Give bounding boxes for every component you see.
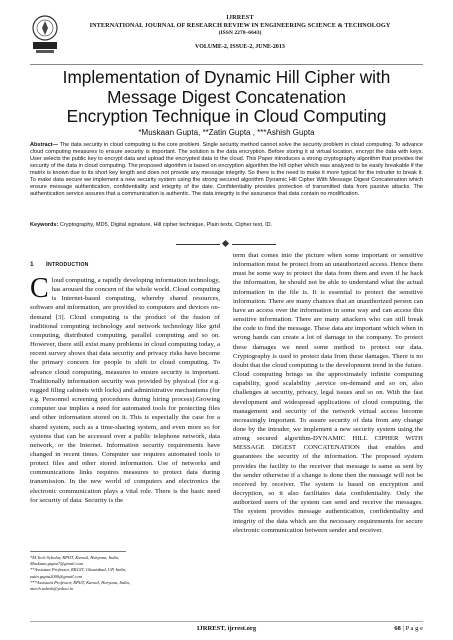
abstract: [30, 142, 423, 198]
body-left-text: loud computing, a rapidly developing information technology, has aroused the concern of the whole world. Cloud computing is Internet-based computing, whereby shared resources, software and information, are provided to computers and devices on-demand [3]. Cloud computing is the product of the fusion of traditional computing technology and network technology like grid computing, distributed computing, parallel computing and so on. However, there still exist many problems in cloud computing today, a recent survey shows that data security and privacy risks have become the primary concern for people to shift to cloud computing. To advance cloud computing, measures to ensure security is important. Traditionally information security was provided by physical (for e.g. rugged filing cabinets with locks) and administrative mechanisms (for e.g. Personnel screening procedures during hiring process).Growing computer use implies a need for automated tools for protecting files and other information stored on it. This is especially the case for a shared system, such as a time-sharing system, and even more so for systems that can be accessed over a public telephone network, data network, or the Internet. Information security requirements have changed in recent times. Computer use requires automated tools to protect files and other stored information. Use of networks and communications links requires measures to protect data during transmission. In the new world of computers and electronics the electronic communication plays a vital role. There is the basic need for security of data. Security is the: [30, 277, 220, 504]
section-number: 1: [30, 261, 34, 268]
journal-name: INTERNATIONAL JOURNAL OF RESEARCH REVIEW IN ENGINEERING SCIENCE & TECHNOLOGY: [89, 21, 391, 29]
authors: *Muskaan Gupta, **Zatin Gupta , ***Ashish Gupta: [138, 128, 315, 137]
footnote-line: zatin.gupta2000@gmail.com: [30, 573, 83, 579]
volume-issue: VOLUME-2, ISSUE-2, JUNE-2013: [195, 44, 285, 51]
section-heading: [30, 261, 89, 268]
body-column-right: [233, 251, 423, 535]
footnote-rule: [30, 551, 126, 552]
drop-cap: C: [30, 273, 49, 304]
header-rule: [30, 64, 423, 65]
journal-issn: (ISSN 2278–6643): [218, 29, 262, 36]
footnotes: [30, 555, 230, 592]
page-number: 68 | P a g e: [394, 625, 423, 632]
keywords: [30, 222, 423, 229]
keywords-label: Keywords:: [30, 222, 59, 228]
diamond-icon: [222, 240, 229, 247]
paper-title: [20, 68, 433, 127]
section-title-first: I: [46, 261, 49, 268]
abstract-label: Abstract—: [30, 142, 59, 148]
page-label: P a g e: [405, 625, 423, 632]
footnote-line: ***Assistant Professor, RPIIT, Karnal, Haryana, India,: [30, 579, 131, 585]
footnote-line: *M.Tech Scholar, RPIIT, Karnal, Haryana, India,: [30, 555, 120, 560]
footer-rule: [30, 621, 423, 622]
ijrrest-seal-logo: [30, 14, 60, 56]
journal-abbr: IJRREST: [226, 14, 254, 21]
keywords-text: Cryptography, MD5, Digital signature, Hill cipher technique, Plain texts, Cipher text, ID.: [58, 222, 273, 228]
section-divider: [176, 241, 276, 247]
footnote-line: mtech.ashish@yahoo.in: [30, 586, 74, 592]
journal-header: [60, 14, 420, 52]
body-right-text: term that comes into the picture when some important or sensitive information must be protect from an unauthorized access. Hence there must be some way to protect the data from them and even if he hack the information, he should not be able to understand what the actual information in the file is. It is essential to protect the sensitive information. There are many chances that an unauthorized person can have an access over the information in some way and can access this sensitive information. There are many attackers who can still break the code to find the message. These data are important which when in wrong hands can create a lot of damage to the company. To protect these damages we need some method to protect our data. Cryptography is used to protect data from these damages. There is no doubt that the cloud computing is the development trend in the future. Cloud computing brings us the approximately infinite computing capability, good scalability ,service on-demand and so on, also challenges at security, privacy, legal issues and so on. With the fast development and widespread applications of cloud computing, the management and security of the network virtual access become increasingly important. To assure security of data from any change done by the intruder, we implement a new security system using the strong secured algorithm-DYNAMIC HILL CIPHER WITH MESSAGE DIGEST CONCATENATION that enables and guarantees the security of the information. The proposed system provides the facility to the receiver that message is same as sent by the sender otherwise if a change is done then the message will not be received by receiver. The system is based on encryption and decryption, so it also facilitates data confidentiality. Only the authorized users of the system can send and receive the messages. The system provides message authentication, confidentiality and integrity of the data which are the necessary requirements for secure electronic communication between sender and receiver.: [233, 252, 423, 534]
body-column-left: [30, 273, 220, 505]
section-title-rest: NTRODUCTION: [48, 262, 89, 268]
page-num: 68: [394, 625, 401, 632]
footnote-line: **Assistant Professor, RKGIT, Ghaziabad, UP, India,: [30, 567, 127, 573]
footnote-line: Muskaan.gupta7@gmail.com: [30, 561, 84, 567]
title-line-3: Encryption Technique in Cloud Computing: [66, 106, 387, 126]
abstract-text: The data security in cloud computing is the core problem. Single security method cannot solve the security problem in cloud computing. To advance cloud computing measures to ensure security is important. The solution is the data encryption. Before storing it at virtual location, encrypt the data with keys. User selects the public key to encrypt data and upload the encrypted data to the cloud. This Paper introduces a strong cryptography algorithm that provides the security of the data in cloud computing. The proposed algorithm is based on encryption algorithm the hill cipher which was analyzed to be easily breakable if the matrix is known due to its short key length and does not provide any message integrity. So there is the need to make it more typical for the intruder to break it. To make data secure we implement a new security system using the strong secured algorithm Dynamic Hill Cipher With Message Digest Concatenation which ensure message authentication, confidentiality and integrity of the date. Confidentiality provides protection of transmitted data from passive attacks. The authentication service assures that a communication is authentic. The data integrity is the assurance that data contain no modification.: [30, 142, 423, 198]
footer-site: IJRREST, ijrrest.org: [196, 625, 257, 632]
title-line-1: Implementation of Dynamic Hill Cipher with: [62, 67, 391, 87]
title-line-2: Message Digest Concatenation: [107, 86, 346, 107]
